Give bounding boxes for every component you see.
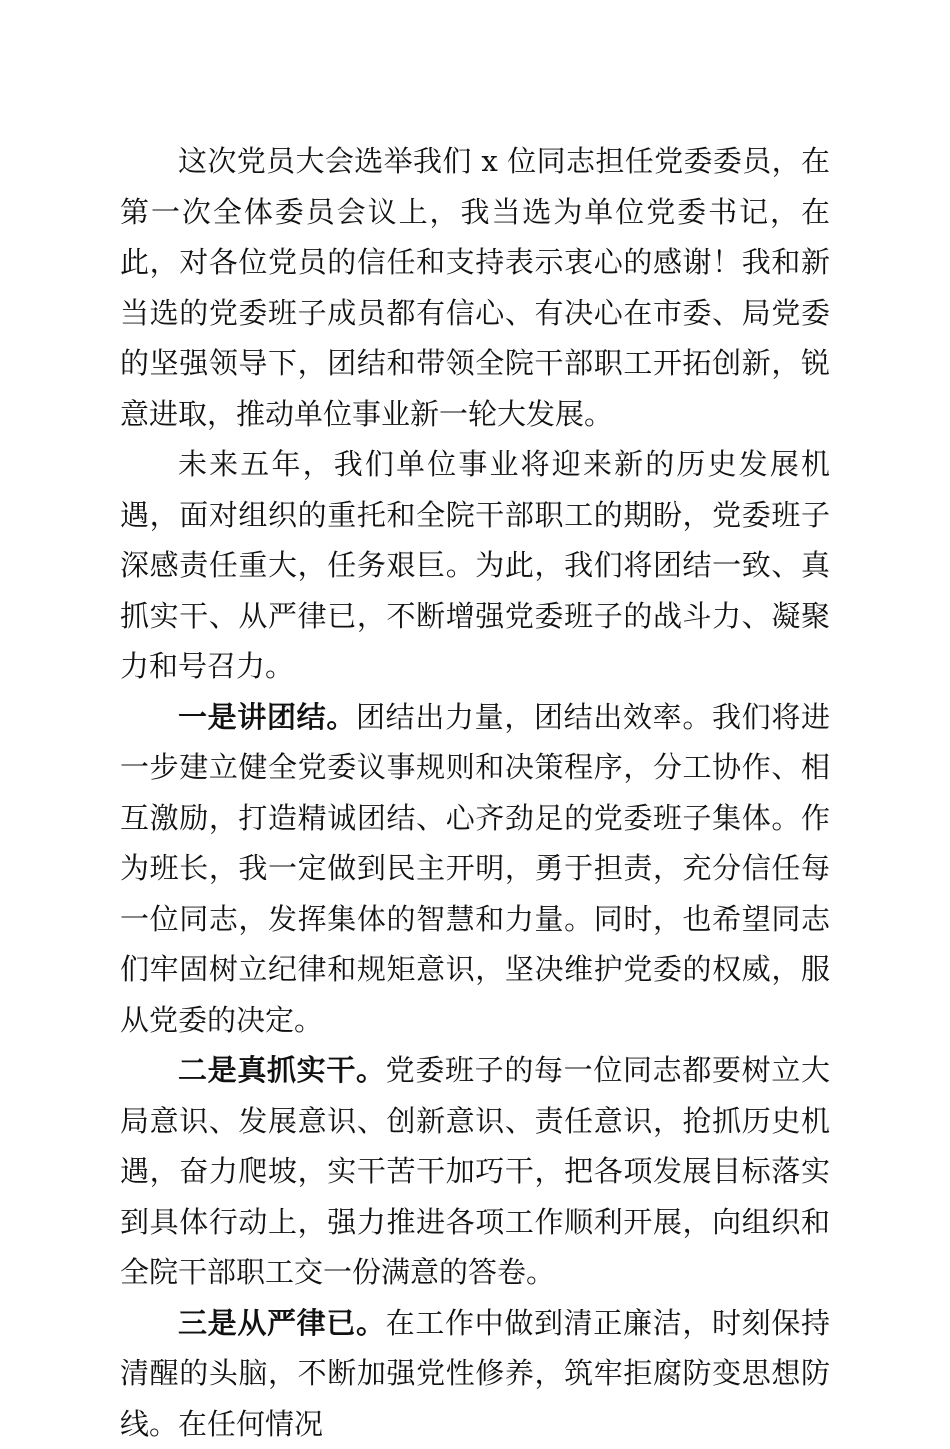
paragraph-hard-work (120, 1045, 830, 1298)
paragraph-lead: 三是从严律已。 (178, 1306, 386, 1340)
paragraph-text: 这次党员大会选举我们 x 位同志担任党委委员，在第一次全体委员会议上，我当选为单位党委书记，在此，对各位党员的信任和支持表示衷心的感谢！我和新当选的党委班子成员都有信心、有决心在市委、局党委的坚强领导下，团结和带领全院干部职工开拓创新，锐意进取，推动单位事业新一轮大发展。 (120, 144, 830, 431)
document-body (120, 136, 830, 1449)
paragraph-text: 未来五年，我们单位事业将迎来新的历史发展机遇，面对组织的重托和全院干部职工的期盼，党委班子深感责任重大，任务艰巨。为此，我们将团结一致、真抓实干、从严律已，不断增强党委班子的战斗力、凝聚力和号召力。 (120, 447, 830, 683)
paragraph-next-five-years (120, 439, 830, 692)
paragraph-text: 团结出力量，团结出效率。我们将进一步建立健全党委议事规则和决策程序，分工协作、相互激励，打造精诚团结、心齐劲足的党委班子集体。作为班长，我一定做到民主开明，勇于担责，充分信任每一位同志，发挥集体的智慧和力量。同时，也希望同志们牢固树立纪律和规矩意识，坚决维护党委的权威，服从党委的决定。 (120, 700, 830, 1037)
paragraph-text: 在工作中做到清正廉洁，时刻保持清醒的头脑，不断加强党性修养，筑牢拒腐防变思想防线。在任何情况 (120, 1306, 830, 1441)
paragraph-unity (120, 692, 830, 1046)
paragraph-election-thanks (120, 136, 830, 439)
paragraph-text: 党委班子的每一位同志都要树立大局意识、发展意识、创新意识、责任意识，抢抓历史机遇，奋力爬坡，实干苦干加巧干，把各项发展目标落实到具体行动上，强力推进各项工作顺利开展，向组织和全院干部职工交一份满意的答卷。 (120, 1053, 830, 1289)
paragraph-lead: 二是真抓实干。 (178, 1053, 386, 1087)
paragraph-self-discipline (120, 1298, 830, 1449)
paragraph-lead: 一是讲团结。 (178, 700, 356, 734)
